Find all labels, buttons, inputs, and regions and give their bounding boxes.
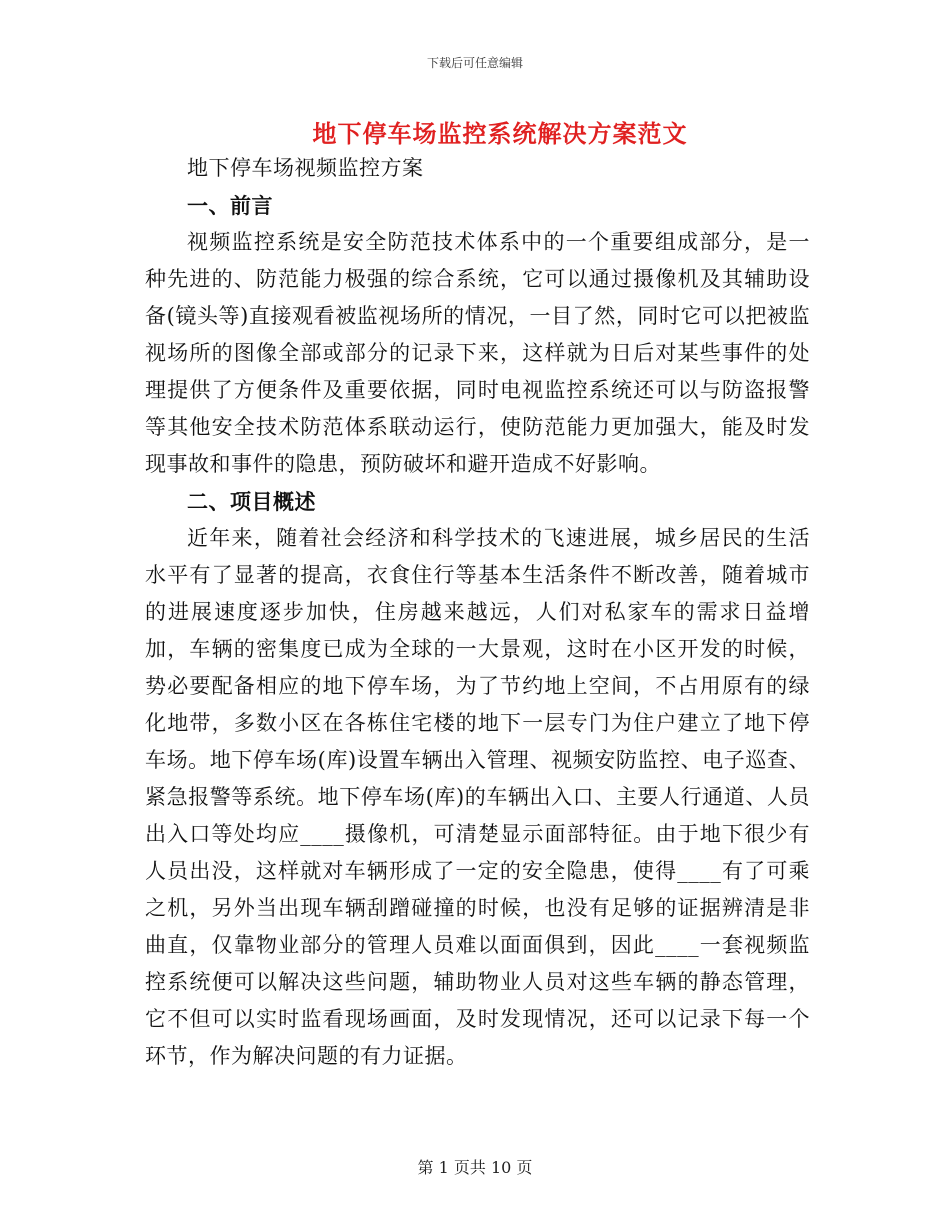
section-paragraph: 视频监控系统是安全防范技术体系中的一个重要组成部分，是一种先进的、防范能力极强的综合系统，它可以通过摄像机及其辅助设备(镜头等)直接观看被监视场所的情况，一目了然，同时它可以把被监视场所的图像全部或部分的记录下来，这样就为日后对某些事件的处理提供了方便条件及重要依据，同时电视监控系统还可以与防盗报警等其他安全技术防范体系联动运行，使防范能力更加强大，能及时发现事故和事件的隐患，预防破坏和避开造成不好影响。 xyxy=(145,230,810,476)
document-title: 地下停车场监控系统解决方案范文 xyxy=(312,119,688,148)
section-paragraph: 近年来，随着社会经济和科学技术的飞速进展，城乡居民的生活水平有了显著的提高，衣食住行等基本生活条件不断改善，随着城市的进展速度逐步加快，住房越来越远，人们对私家车的需求日益增加，车辆的密集度已成为全球的一大景观，这时在小区开发的时候，势必要配备相应的地下停车场，为了节约地上空间，不占用原有的绿化地带，多数小区在各栋住宅楼的地下一层专门为住户建立了地下停车场。地下停车场(库)设置车辆出入管理、视频安防监控、电子巡查、紧急报警等系统。地下停车场(库)的车辆出入口、主要人行通道、人员出入口等处均应____摄像机，可清楚显示面部特征。由于地下很少有人员出没，这样就对车辆形成了一定的安全隐患，使得____有了可乘之机，另外当出现车辆刮蹭碰撞的时候，也没有足够的证据辨清是非曲直，仅靠物业部分的管理人员难以面面俱到，因此____一套视频监控系统便可以解决这些问题，辅助物业人员对这些车辆的静态管理，它不但可以实时监看现场画面，及时发现情况，还可以记录下每一个环节，作为解决问题的有力证据。 xyxy=(145,526,810,1068)
section-heading-preface: 一、前言 xyxy=(187,193,273,218)
section-heading-overview: 二、项目概述 xyxy=(187,489,316,514)
page-number: 第 1 页共 10 页 xyxy=(417,1158,533,1177)
page-header-note: 下载后可任意编辑 xyxy=(426,56,523,70)
document-subtitle: 地下停车场视频监控方案 xyxy=(187,156,424,180)
document-body xyxy=(145,150,810,1075)
